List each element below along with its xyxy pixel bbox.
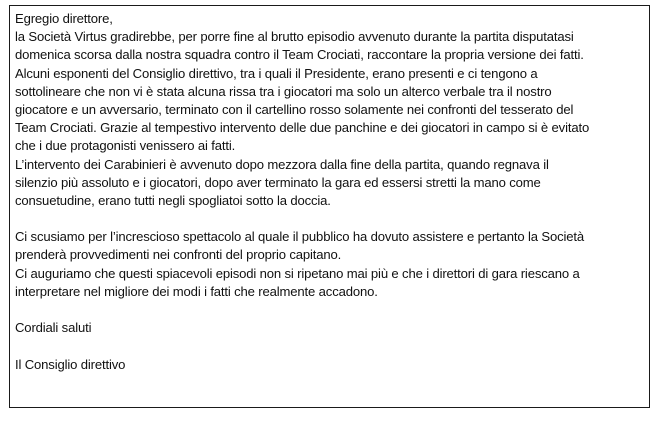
text-line: giocatore e un avversario, terminato con il cartellino rosso solamente nei confronti del tesserato del — [15, 101, 574, 117]
closing: Cordiali saluti — [15, 320, 92, 336]
text-line: Ci auguriamo che questi spiacevoli episodi non si ripetano mai più e che i direttori di gara riescano a — [15, 265, 580, 281]
text-line: Ci scusiamo per l’increscioso spettacolo al quale il pubblico ha dovuto assistere e pertanto la Società — [15, 229, 584, 245]
text-line: interpretare nel migliore dei modi i fatti che realmente accadono. — [15, 283, 378, 299]
paragraph-gap — [15, 337, 645, 355]
text-line: consuetudine, erano tutti negli spogliatoi sotto la doccia. — [15, 192, 331, 208]
text-line: prenderà provvedimenti nei confronti del proprio capitano. — [15, 247, 342, 263]
signature: Il Consiglio direttivo — [15, 356, 126, 372]
letter-box — [9, 5, 650, 408]
paragraph-gap — [15, 210, 645, 228]
text-line: domenica scorsa dalla nostra squadra contro il Team Crociati, raccontare la propria versione dei fatti. — [15, 47, 584, 63]
text-line: che i due protagonisti venissero ai fatti. — [15, 138, 236, 154]
paragraph-incident — [15, 28, 645, 210]
text-line: Team Crociati. Grazie al tempestivo intervento delle due panchine e dei giocatori in campo si è evitato — [15, 120, 590, 136]
text-line: L’intervento dei Carabinieri è avvenuto dopo mezzora dalla fine della partita, quando regnava il — [15, 156, 549, 172]
salutation: Egregio direttore, — [15, 11, 113, 26]
text-line: la Società Virtus gradirebbe, per porre fine al brutto episodio avvenuto durante la partita disputatasi — [15, 29, 574, 45]
text-line: silenzio più assoluto e i giocatori, dopo aver terminato la gara ed essersi stretti la mano come — [15, 174, 541, 190]
paragraph-apology — [15, 228, 645, 301]
paragraph-gap — [15, 301, 645, 319]
text-line: Alcuni esponenti del Consiglio direttivo, tra i quali il Presidente, erano presenti e ci tengono a — [15, 65, 538, 81]
text-line: sottolineare che non vi è stata alcuna rissa tra i giocatori ma solo un alterco verbale tra il nostro — [15, 83, 552, 99]
